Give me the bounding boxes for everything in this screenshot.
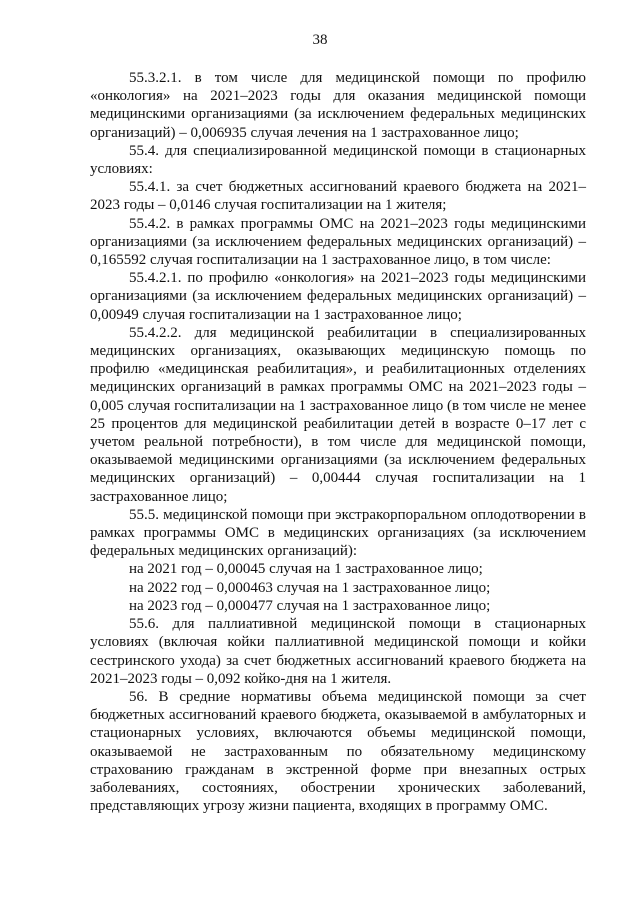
list-item-2021: на 2021 год – 0,00045 случая на 1 застрахованное лицо; [129, 561, 483, 578]
paragraph-55-6: 55.6. для паллиативной медицинской помощи в стационарных условиях (включая койки паллиативной медицинской помощи и койки сестринского ухода) за счет бюджетных ассигнований краевого бюджета на 2021–2023 годы – 0,092 койко-дня на 1 жителя. [90, 616, 586, 687]
paragraph-56: 56. В средние нормативы объема медицинской помощи за счет бюджетных ассигнований краевого бюджета, оказываемой в амбулаторных и стационарных условиях, включаются объемы медицинской помощи, оказываемой не застрахованным по обязательному медицинскому страхованию гражданам в экстренной форме при внезапных острых заболеваниях, состояниях, обострении хронических заболеваний, представляющих угрозу жизни пациента, входящих в программу ОМС. [90, 688, 586, 815]
paragraph-55-4-2-2: 55.4.2.2. для медицинской реабилитации в специализированных медицинских организациях, оказывающих медицинскую помощь по профилю «медицинская реабилитация», и реабилитационных отделениях медицинских организаций в рамках программы ОМС на 2021–2023 годы – 0,005 случая госпитализации на 1 застрахованное лицо (в том числе не менее 25 процентов для медицинской реабилитации детей в возрасте 0–17 лет с учетом реальной потребности), в том числе для медицинской помощи, оказываемой медицинскими организациями (за исключением федеральных медицинских организаций) – 0,00444 случая госпитализации на 1 застрахованное лицо; [90, 324, 586, 505]
page-number: 38 [312, 32, 328, 48]
list-item-2023: на 2023 год – 0,000477 случая на 1 застрахованное лицо; [129, 597, 491, 614]
paragraph-55-4-1: 55.4.1. за счет бюджетных ассигнований краевого бюджета на 2021–2023 годы – 0,0146 случая госпитализации на 1 жителя; [90, 179, 586, 214]
paragraph-55-4-2: 55.4.2. в рамках программы ОМС на 2021–2023 годы медицинскими организациями (за исключением федеральных медицинских организаций) – 0,165592 случая госпитализации на 1 застрахованное лицо, в том числе: [90, 215, 586, 269]
document-body [90, 69, 586, 815]
list-item-2022: на 2022 год – 0,000463 случая на 1 застрахованное лицо; [129, 579, 491, 596]
paragraph-55-4-2-1: 55.4.2.1. по профилю «онкология» на 2021–2023 годы медицинскими организациями (за исключением федеральных медицинских организаций) – 0,00949 случая госпитализации на 1 застрахованное лицо; [90, 270, 586, 323]
paragraph-55-4: 55.4. для специализированной медицинской помощи в стационарных условиях: [90, 142, 586, 178]
paragraph-55-5: 55.5. медицинской помощи при экстракорпоральном оплодотворении в рамках программы ОМС в медицинских организациях (за исключением федеральных медицинских организаций): [90, 506, 586, 560]
paragraph-55-3-2-1: 55.3.2.1. в том числе для медицинской помощи по профилю «онкология» на 2021–2023 годы для оказания медицинской помощи медицинскими организациями (за исключением федеральных медицинских организаций) – 0,006935 случая лечения на 1 застрахованное лицо; [90, 70, 586, 141]
